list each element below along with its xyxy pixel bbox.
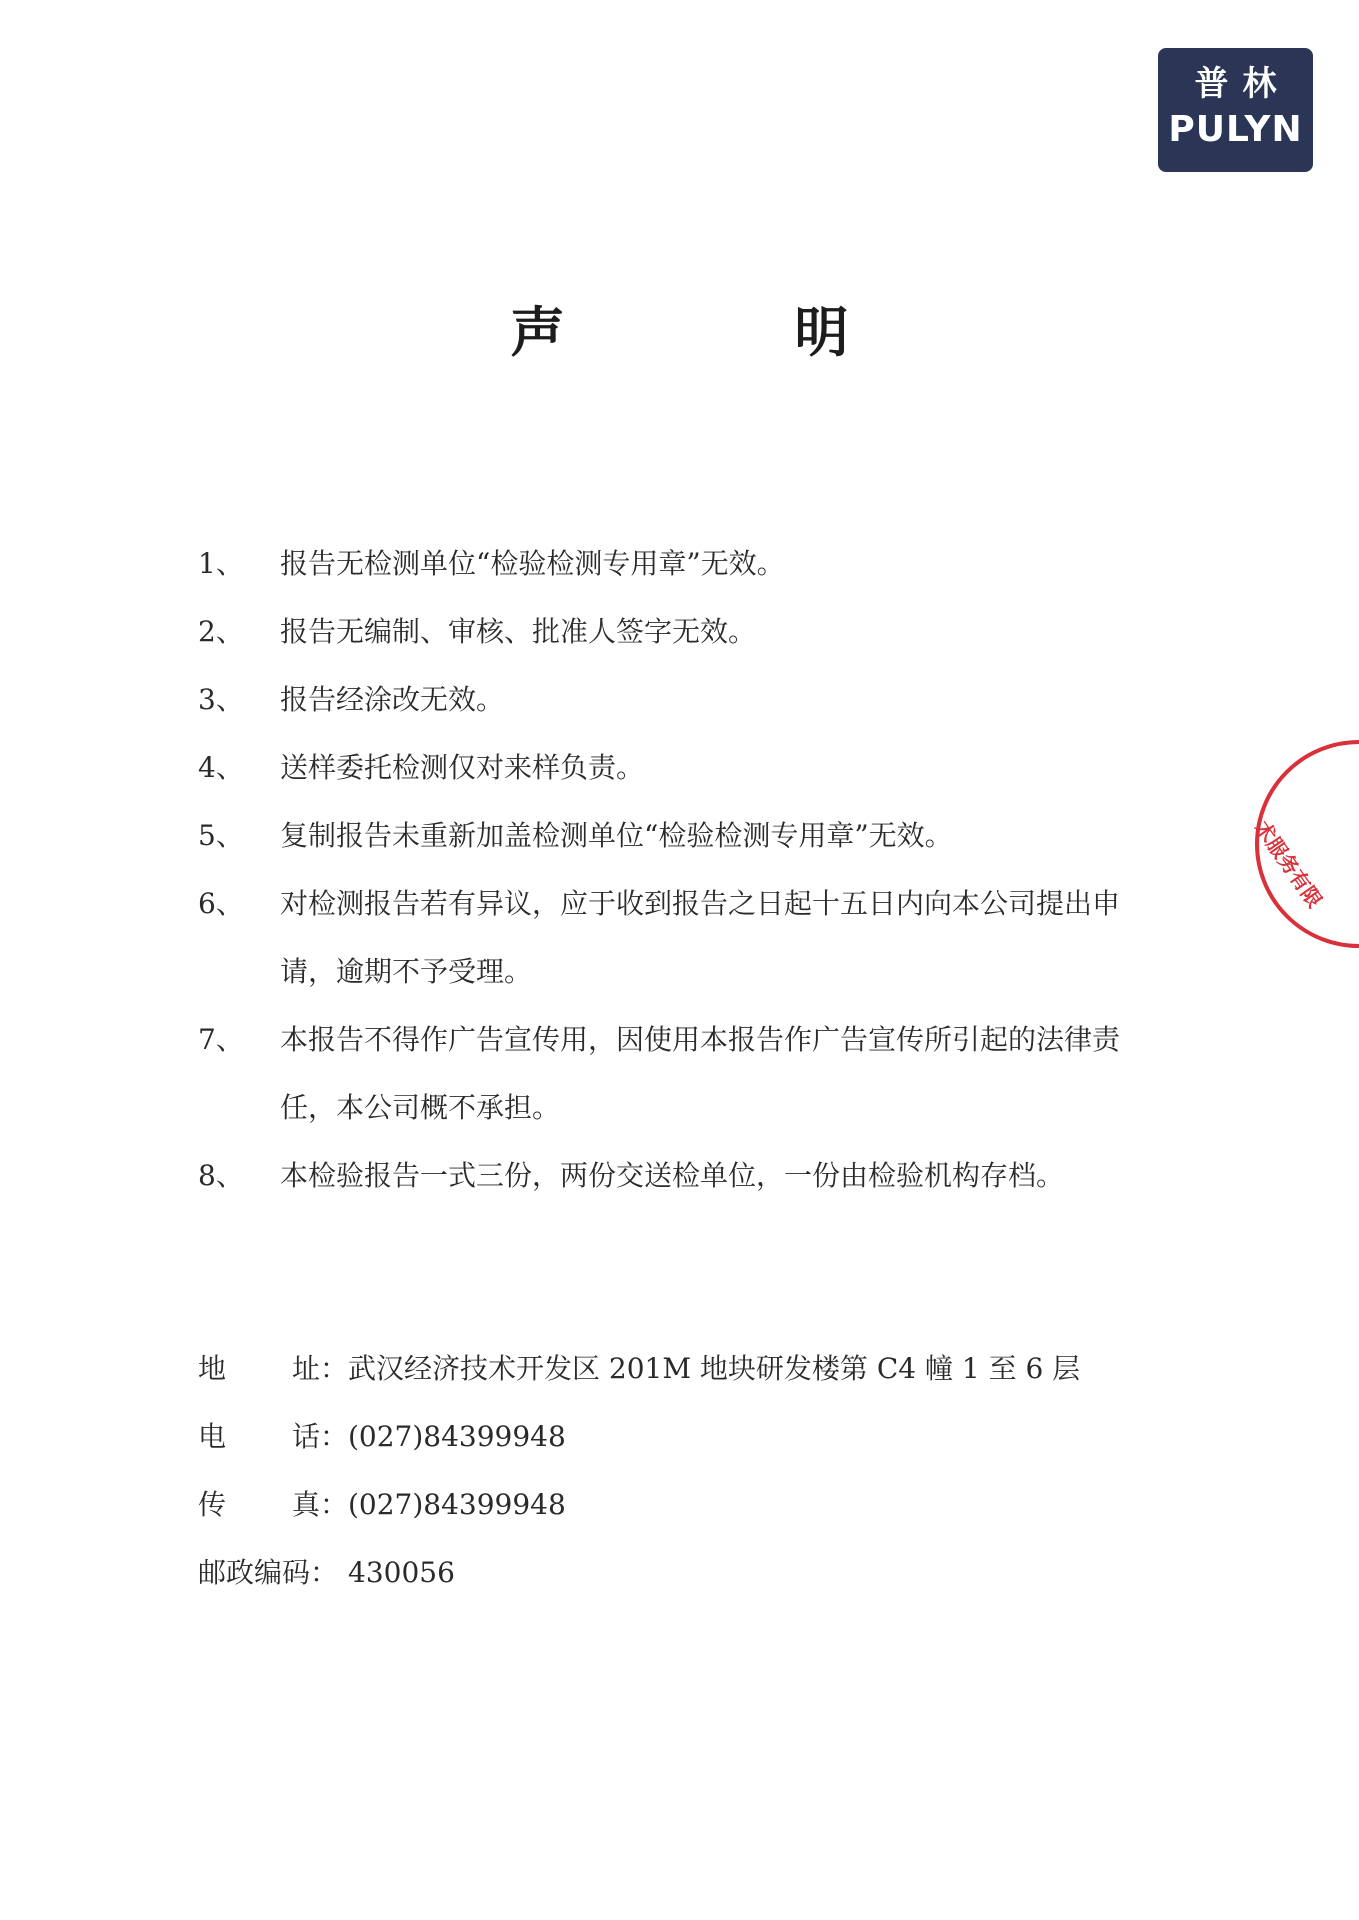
item-number: 4、 bbox=[198, 751, 244, 784]
statement-item bbox=[198, 598, 1158, 666]
item-number: 1、 bbox=[198, 547, 244, 580]
item-number: 3、 bbox=[198, 683, 244, 716]
logo-english: PULYN bbox=[1168, 109, 1303, 150]
address-row bbox=[198, 1335, 1198, 1403]
phone-label bbox=[198, 1403, 348, 1471]
fax-value: (027)84399948 bbox=[348, 1488, 566, 1521]
address-label-1: 地 bbox=[198, 1352, 227, 1385]
statement-item bbox=[198, 1006, 1158, 1142]
fax-label-2: 真： bbox=[291, 1488, 348, 1521]
statement-item bbox=[198, 870, 1158, 1006]
statement-item bbox=[198, 1142, 1158, 1210]
item-number: 7、 bbox=[198, 1023, 244, 1056]
statement-list bbox=[198, 530, 1158, 1210]
title-char-2: 明 bbox=[794, 301, 849, 364]
item-text: 报告无编制、审核、批准人签字无效。 bbox=[280, 615, 757, 648]
statement-item bbox=[198, 734, 1158, 802]
contact-info bbox=[198, 1335, 1198, 1607]
phone-label-2: 话： bbox=[291, 1420, 348, 1453]
address-label bbox=[198, 1335, 348, 1403]
item-number: 5、 bbox=[198, 819, 244, 852]
fax-label-1: 传 bbox=[198, 1488, 227, 1521]
pulyn-logo bbox=[1158, 48, 1313, 172]
statement-item bbox=[198, 666, 1158, 734]
postcode-value: 430056 bbox=[348, 1556, 455, 1589]
address-value: 武汉经济技术开发区 201M 地块研发楼第 C4 幢 1 至 6 层 bbox=[348, 1352, 1081, 1385]
title-char-1: 声 bbox=[510, 301, 565, 364]
address-label-2: 址： bbox=[291, 1352, 348, 1385]
item-text: 本报告不得作广告宣传用，因使用本报告作广告宣传所引起的法律责任，本公司概不承担。 bbox=[280, 1023, 1121, 1124]
item-text: 报告无检测单位“检验检测专用章”无效。 bbox=[280, 547, 785, 580]
item-text: 送样委托检测仅对来样负责。 bbox=[280, 751, 645, 784]
item-number: 8、 bbox=[198, 1159, 244, 1192]
phone-row bbox=[198, 1403, 1198, 1471]
item-text: 对检测报告若有异议，应于收到报告之日起十五日内向本公司提出申请，逾期不予受理。 bbox=[280, 887, 1121, 988]
item-number: 6、 bbox=[198, 887, 244, 920]
item-text: 复制报告未重新加盖检测单位“检验检测专用章”无效。 bbox=[280, 819, 953, 852]
page-title bbox=[0, 290, 1359, 367]
fax-label bbox=[198, 1471, 348, 1539]
stamp-text: 术服务有限 bbox=[1250, 816, 1328, 912]
postcode-label: 邮政编码： bbox=[198, 1556, 339, 1589]
logo-chinese: 普林 bbox=[1194, 64, 1291, 104]
statement-item bbox=[198, 802, 1158, 870]
item-text: 报告经涂改无效。 bbox=[280, 683, 505, 716]
phone-label-1: 电 bbox=[198, 1420, 227, 1453]
item-text: 本检验报告一式三份，两份交送检单位，一份由检验机构存档。 bbox=[280, 1159, 1065, 1192]
statement-item bbox=[198, 530, 1158, 598]
fax-row bbox=[198, 1471, 1198, 1539]
item-number: 2、 bbox=[198, 615, 244, 648]
postcode-row bbox=[198, 1539, 1198, 1607]
phone-value: (027)84399948 bbox=[348, 1420, 566, 1453]
official-seal-stamp bbox=[1250, 740, 1359, 948]
